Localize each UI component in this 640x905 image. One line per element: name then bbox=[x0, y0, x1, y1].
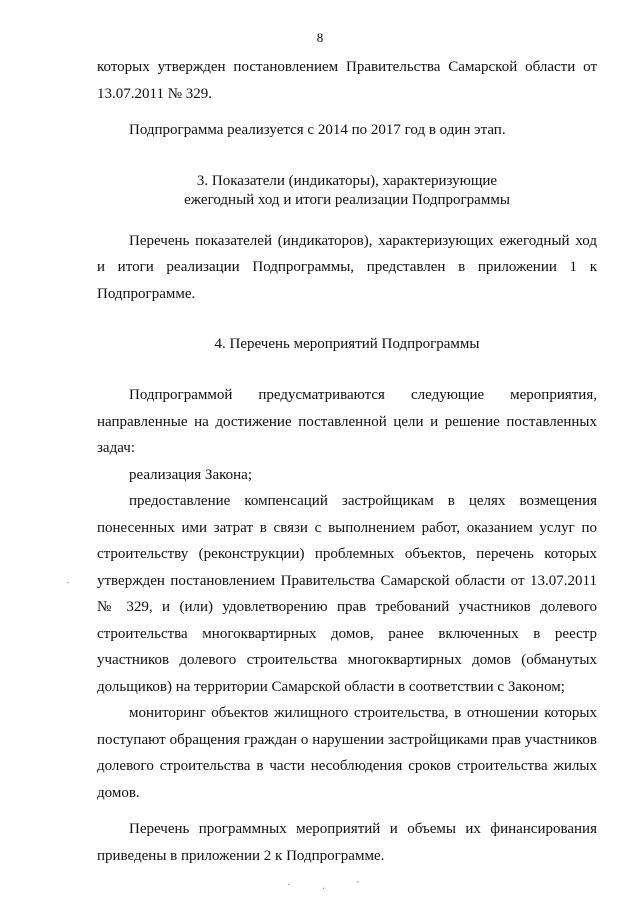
paragraph-measure-law: реализация Закона; bbox=[129, 466, 252, 483]
paragraph-implementation-period: Подпрограмма реализуется с 2014 по 2017 год в один этап. bbox=[129, 122, 506, 138]
scan-speck: ' bbox=[357, 880, 359, 891]
paragraph-measure-compensation: предоставление компенсаций застройщикам в целях возмещения понесенных ими затрат в связи с выполнением работ, оказанием услуг по строительству (реконструкции) проблемных объектов, перечень которых утвержден постановлением Правительства Самарской области от 13.07.2011 № 329, и (или) удовлетворению прав требований участников долевого строительства многоквартирных домов, ранее включенных в реестр участников долевого строительства многоквартирных домов (обманутых дольщиков) на территории Самарской области в соответствии с Законом; bbox=[97, 493, 597, 695]
paragraph-indicators: Перечень показателей (индикаторов), характеризующих ежегодный ход и итоги реализации Подпрограммы, представлен в приложении 1 к Подпрограмме. bbox=[97, 232, 597, 302]
document-body bbox=[97, 54, 597, 869]
section-3-heading bbox=[97, 172, 597, 210]
scan-speck: · bbox=[66, 578, 70, 589]
scan-speck: · bbox=[287, 880, 291, 891]
paragraph-measures-intro: Подпрограммой предусматриваются следующие мероприятия, направленные на достижение поставленной цели и решение поставленных задач: bbox=[97, 387, 597, 456]
page-number: 8 bbox=[316, 30, 324, 45]
paragraph-financing: Перечень программных мероприятий и объемы их финансирования приведены в приложении 2 к Подпрограмме. bbox=[97, 821, 597, 864]
section-3-heading-line-2: ежегодный ход и итоги реализации Подпрограммы bbox=[184, 191, 510, 208]
scan-speck: · bbox=[322, 884, 326, 895]
section-3-heading-line-1: 3. Показатели (индикаторы), характеризующие bbox=[196, 172, 498, 189]
paragraph-measure-monitoring: мониторинг объектов жилищного строительства, в отношении которых поступают обращения граждан о нарушении застройщиками прав участников долевого строительства в части несоблюдения сроков строительства жилых домов. bbox=[97, 705, 597, 801]
paragraph-continuation: которых утвержден постановлением Правительства Самарской области от 13.07.2011 № 329. bbox=[97, 59, 597, 102]
section-4-heading: 4. Перечень мероприятий Подпрограммы bbox=[214, 336, 480, 352]
